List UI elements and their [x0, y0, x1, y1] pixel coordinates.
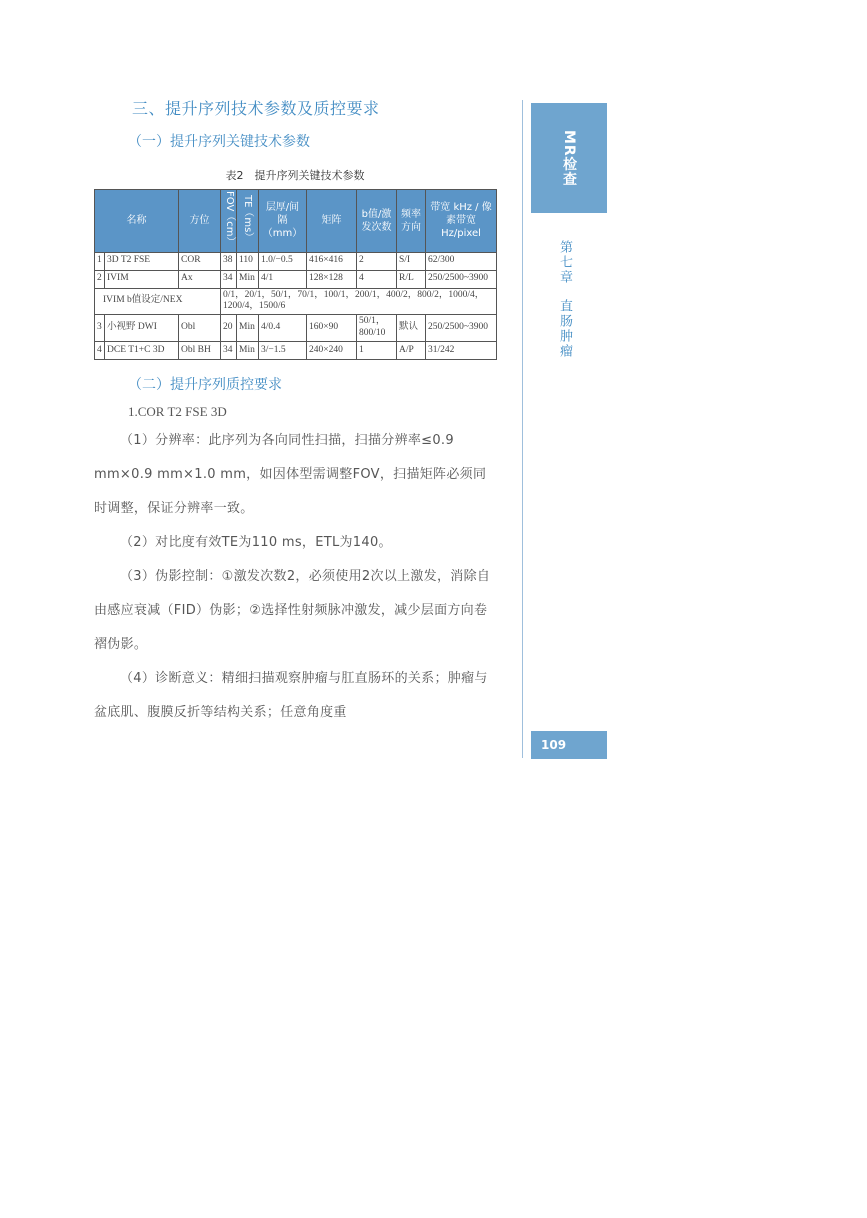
row-bvalue: 4	[357, 270, 397, 288]
subsection-title-1: （一）提升序列关键技术参数	[128, 134, 310, 150]
table-header-row	[95, 190, 497, 253]
row-index: 3	[95, 315, 105, 342]
side-tab	[531, 103, 607, 213]
row-te: Min	[237, 315, 259, 342]
row-name: IVIM	[105, 270, 179, 288]
item-heading: 1.COR T2 FSE 3D	[128, 404, 227, 420]
paragraph: （1）分辨率：此序列为各向同性扫描，扫描分辨率≤0.9 mm×0.9 mm×1.0 mm，如因体型需调整FOV，扫描矩阵必须同时调整，保证分辨率一致。	[94, 433, 487, 517]
paragraph: （4）诊断意义：精细扫描观察肿瘤与肛直肠环的关系；肿瘤与盆底肌、腹膜反折等结构关系；任意角度重	[94, 671, 488, 721]
row-index: 2	[95, 270, 105, 288]
row-fov: 38	[221, 252, 237, 270]
row-freq: S/I	[397, 252, 426, 270]
row-te: 110	[237, 252, 259, 270]
header-fov: FOV（cm）	[221, 190, 237, 253]
row-bvalue: 50/1，800/10	[357, 315, 397, 342]
chapter-marker	[555, 240, 574, 359]
row-matrix: 128×128	[307, 270, 357, 288]
row-slice: 4/0.4	[259, 315, 307, 342]
row-orientation: Obl	[179, 315, 221, 342]
side-tab-label: MR检查	[561, 129, 577, 187]
row-name: 小视野 DWI	[105, 315, 179, 342]
header-freq: 频率方向	[397, 190, 426, 253]
table-row	[95, 342, 497, 360]
row-bandwidth: 31/242	[426, 342, 497, 360]
header-name: 名称	[95, 190, 179, 253]
table-caption: 表2 提升序列关键技术参数	[225, 169, 365, 182]
table-row-ivim-bvalues	[95, 288, 497, 315]
row-orientation: Obl BH	[179, 342, 221, 360]
row-bandwidth: 250/2500~3900	[426, 315, 497, 342]
page-number: 109	[531, 731, 607, 759]
parameters-table	[94, 189, 497, 360]
row-slice: 1.0/−0.5	[259, 252, 307, 270]
row-te: Min	[237, 270, 259, 288]
row-name: DCE T1+C 3D	[105, 342, 179, 360]
header-te: TE（ms）	[237, 190, 259, 253]
header-bvalue: b值/激发次数	[357, 190, 397, 253]
header-orientation: 方位	[179, 190, 221, 253]
row-bandwidth: 250/2500~3900	[426, 270, 497, 288]
row-freq: 默认	[397, 315, 426, 342]
row-fov: 34	[221, 342, 237, 360]
row-name: 3D T2 FSE	[105, 252, 179, 270]
row-slice: 3/−1.5	[259, 342, 307, 360]
row-bvalue: 2	[357, 252, 397, 270]
row-orientation: COR	[179, 252, 221, 270]
row-freq: A/P	[397, 342, 426, 360]
chapter-label: 第七章	[557, 240, 572, 285]
header-slice: 层厚/间隔（mm）	[259, 190, 307, 253]
row-index: 1	[95, 252, 105, 270]
section-title: 三、提升序列技术参数及质控要求	[132, 99, 380, 118]
row-te: Min	[237, 342, 259, 360]
header-matrix: 矩阵	[307, 190, 357, 253]
table-row	[95, 252, 497, 270]
table-row	[95, 270, 497, 288]
chapter-title: 直肠肿瘤	[557, 299, 572, 359]
subsection-title-2: （二）提升序列质控要求	[128, 377, 282, 394]
paragraph: （3）伪影控制：①激发次数2，必须使用2次以上激发，消除自由感应衰减（FID）伪影；②选择性射频脉冲激发，减少层面方向卷褶伪影。	[94, 569, 491, 653]
row-slice: 4/1	[259, 270, 307, 288]
row-matrix: 240×240	[307, 342, 357, 360]
page-content	[94, 96, 496, 730]
table-row	[95, 315, 497, 342]
row-index: 4	[95, 342, 105, 360]
ivim-bvalues: 0/1，20/1，50/1，70/1，100/1，200/1，400/2，800/2，1000/4，1200/4，1500/6	[221, 288, 497, 315]
row-bandwidth: 62/300	[426, 252, 497, 270]
margin-divider	[522, 100, 523, 758]
row-orientation: Ax	[179, 270, 221, 288]
row-freq: R/L	[397, 270, 426, 288]
row-bvalue: 1	[357, 342, 397, 360]
row-fov: 20	[221, 315, 237, 342]
header-bandwidth: 带宽 kHz / 像素带宽 Hz/pixel	[426, 190, 497, 253]
row-fov: 34	[221, 270, 237, 288]
row-matrix: 160×90	[307, 315, 357, 342]
ivim-label: IVIM b值设定/NEX	[95, 288, 221, 315]
paragraph: （2）对比度有效TE为110 ms，ETL为140。	[120, 535, 392, 551]
row-matrix: 416×416	[307, 252, 357, 270]
